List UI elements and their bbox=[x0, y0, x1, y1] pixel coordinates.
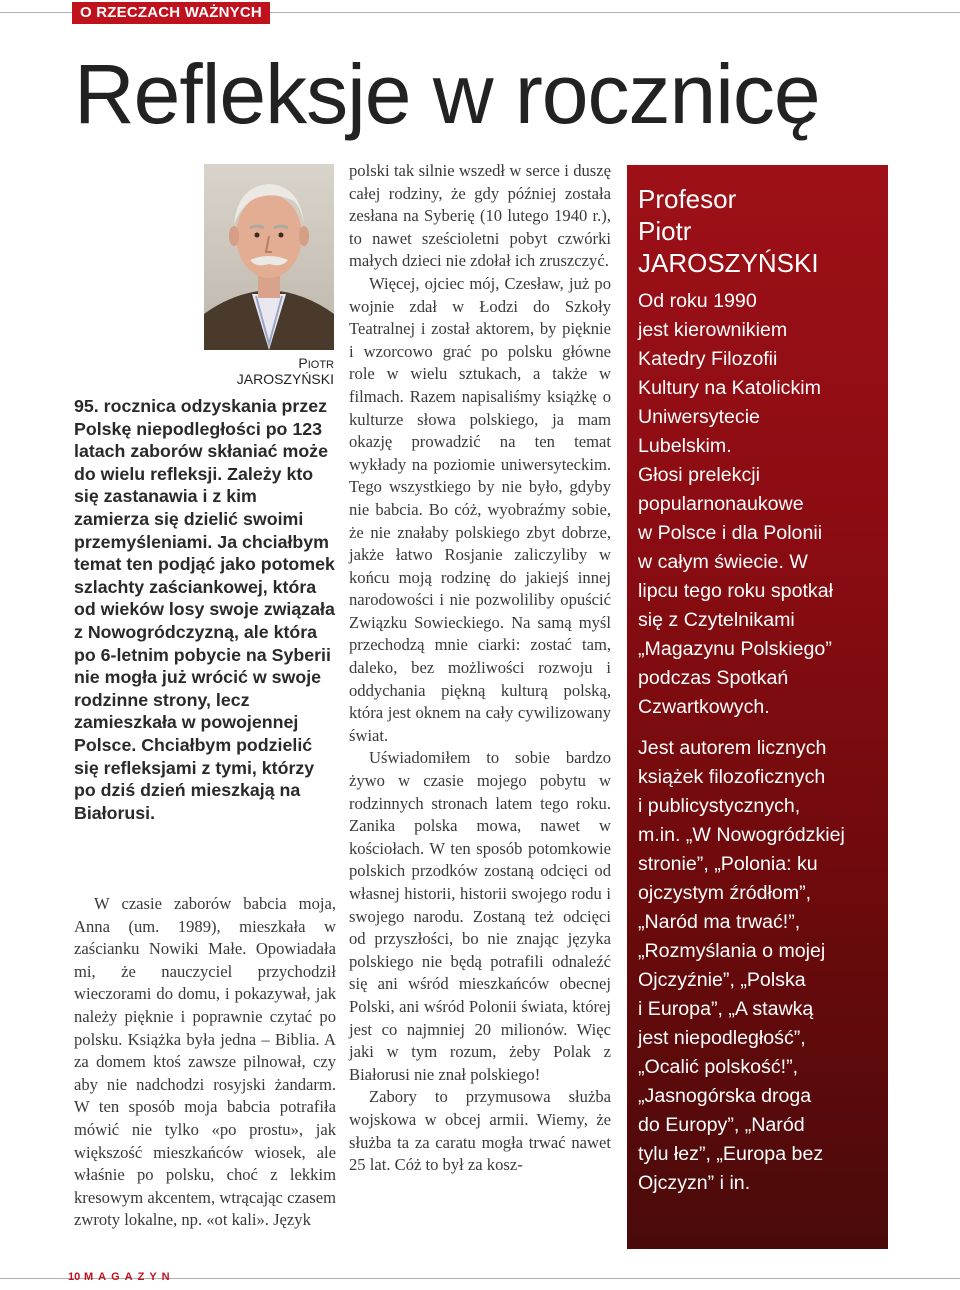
sidebar-line: ojczystym źródłom”, bbox=[638, 882, 812, 904]
sidebar-line: „Ocalić polskość!”, bbox=[638, 1056, 799, 1078]
body-paragraph: polski tak silnie wszedł w serce i duszę całej rodziny, że gdy później została zesłana na Syberię (10 lutego 1940 r.), to nawet sześcioletni pobyt czwórki małych dzieci nie zdołał ich zruszczyć. bbox=[349, 161, 611, 271]
body-column-left bbox=[74, 893, 336, 1232]
section-tag: O RZECZACH WAŻNYCH bbox=[72, 2, 270, 24]
sidebar-line: Katedry Filozofii bbox=[638, 348, 778, 370]
sidebar-line: i Europa”, „A stawką bbox=[638, 998, 814, 1020]
sidebar-line: jest niepodległość”, bbox=[638, 1027, 806, 1049]
sidebar-line: Ojczyźnie”, „Polska bbox=[638, 969, 806, 991]
sidebar-title-line: Piotr bbox=[638, 216, 692, 246]
sidebar-line: „Jasnogórska droga bbox=[638, 1085, 812, 1107]
body-paragraph: W czasie zaborów babcia moja, Anna (um. 1989), mieszkała w zaścianku Nowiki Małe. Opowiadała mi, że nauczyciel przychodził wieczorami do domu, i pokazywał, jak należy pięknie i poprawnie czytać po polsku. Książka była jedna – Biblia. A za domem ktoś zawsze pilnował, czy aby nie nadchodzi rosyjski żandarm. W ten sposób moja babcia potrafiła mówić nie tylko «po prostu», jak większość mieszkańców wiosek, ale właśnie po polsku, choć z lekkim kresowym akcentem, wtrącając czasem zwroty lokalne, np. «ot kali». Język bbox=[74, 894, 336, 1230]
sidebar-line: m.in. „W Nowogródzkiej bbox=[638, 824, 845, 846]
sidebar-title bbox=[638, 183, 878, 279]
sidebar-line: Od roku 1990 bbox=[638, 290, 757, 312]
sidebar-line: lipcu tego roku spotkał bbox=[638, 580, 833, 602]
sidebar-bio-paragraph bbox=[638, 287, 878, 722]
sidebar-line: Ojczyzn” i in. bbox=[638, 1172, 751, 1194]
sidebar-line: i publicystycznych, bbox=[638, 795, 801, 817]
magazine-name: MAGAZYN bbox=[84, 1271, 175, 1283]
sidebar-line: „Naród ma trwać!”, bbox=[638, 911, 801, 933]
body-paragraph: Zabory to przymusowa służba wojskowa w obcej armii. Wiemy, że służba ta za caratu mogła trwać nawet 25 lat. Cóż to był za kosz- bbox=[349, 1087, 611, 1175]
sidebar-title-line: JAROSZYŃSKI bbox=[638, 248, 819, 278]
sidebar-line: „Magazynu Polskiego” bbox=[638, 638, 832, 660]
page-number: 10 bbox=[68, 1271, 81, 1283]
sidebar-line: w Polsce i dla Polonii bbox=[638, 522, 823, 544]
sidebar-line: książek filozoficznych bbox=[638, 766, 826, 788]
sidebar-line: tylu łez”, „Europa bez bbox=[638, 1143, 824, 1165]
body-paragraph: Uświadomiłem to sobie bardzo żywo w czasie mojego pobytu w rodzinnych stronach latem tego roku. Zanika polska mowa, nawet w kościołach. W ten sposób potomkowie polskich przodków zostaną odcięci od własnej historii, historii swojego rodu i swojego narodu. Zostaną też odcięci od przyszłości, bo nie znając języka polskiego nie będą potrafili odnaleźć się ani wśród mieszkańców obecnej Polski, ani wśród Polonii świata, której jest co najmniej 20 milionów. Więc jaki w tym rozum, żeby Polak z Białorusi nie znał polskiego! bbox=[349, 748, 611, 1084]
body-paragraph: Więcej, ojciec mój, Czesław, już po wojnie zdał w Łodzi do Szkoły Teatralnej i został aktorem, by pięknie i wzorcowo grać po polsku główne role w wielu sztukach, a także w filmach. Razem napisaliśmy książkę o kulturze słowa polskiego, ja mam okazję prowadzić na ten temat wykłady na poziomie uniwersyteckim. Tego wszystkiego by nie było, gdyby nie babcia. Bo cóż, wyobraźmy sobie, że nie znałaby polskiego zbyt dobrze, jakże łatwo Rosjanie zaliczyliby w końcu moją rodzinę do jakiejś innej narodowości i nie pozwoliliby opuścić Związku Sowieckiego. Na samą myśl przechodzą mnie ciarki: zostać tam, daleko, bez możliwości rozwoju i oddychania piękną kulturą polską, która jest oknem na cały cywilizowany świat. bbox=[349, 273, 611, 745]
sidebar-works-paragraph bbox=[638, 734, 878, 1198]
sidebar-line: Głosi prelekcji bbox=[638, 464, 760, 486]
portrait-photo-icon bbox=[204, 164, 334, 350]
sidebar-title-line: Profesor bbox=[638, 184, 737, 214]
body-column-middle bbox=[349, 160, 611, 1177]
caption-last-name: JAROSZYŃSKI bbox=[236, 371, 334, 387]
headline: Refleksje w rocznicę bbox=[74, 47, 820, 141]
sidebar-line: w całym świecie. W bbox=[638, 551, 808, 573]
caption-first-name: IOTR bbox=[307, 359, 334, 371]
sidebar-line: stronie”, „Polonia: ku bbox=[638, 853, 818, 875]
sidebar-line: Jest autorem licznych bbox=[638, 737, 827, 759]
sidebar-line: Lubelskim. bbox=[638, 435, 732, 457]
caption-initial: P bbox=[298, 355, 308, 371]
sidebar-line: do Europy”, „Naród bbox=[638, 1114, 805, 1136]
sidebar-line: Kultury na Katolickim bbox=[638, 377, 821, 399]
lead-paragraph: 95. rocznica odzyskania przez Polskę niepodległości po 123 latach zaborów skłaniać może do wielu refleksji. Zależy kto się zastanawia i z kim zamierza się dzielić swoimi przemyśleniami. Ja chciałbym temat ten podjąć jako potomek szlachty zaściankowej, która od wieków losy swoje związała z Nowogródczyzną, ale która po 6-letnim pobycie na Syberii nie mogła już wrócić w swoje rodzinne strony, lecz zamieszkała w powojennej Polsce. Chciałbym podzielić się refleksjami z tymi, którzy po dziś dzień mieszkają na Białorusi. bbox=[74, 396, 335, 823]
sidebar-line: Czwartkowych. bbox=[638, 696, 770, 718]
author-photo bbox=[204, 164, 334, 350]
sidebar-line: „Rozmyślania o mojej bbox=[638, 940, 826, 962]
sidebar-line: się z Czytelnikami bbox=[638, 609, 795, 631]
sidebar-line: popularnonaukowe bbox=[638, 493, 804, 515]
photo-caption bbox=[200, 355, 334, 387]
sidebar-line: Uniwersytecie bbox=[638, 406, 760, 428]
sidebar-line: podczas Spotkań bbox=[638, 667, 789, 689]
author-bio-sidebar bbox=[627, 165, 888, 1249]
sidebar-line: jest kierownikiem bbox=[638, 319, 788, 341]
